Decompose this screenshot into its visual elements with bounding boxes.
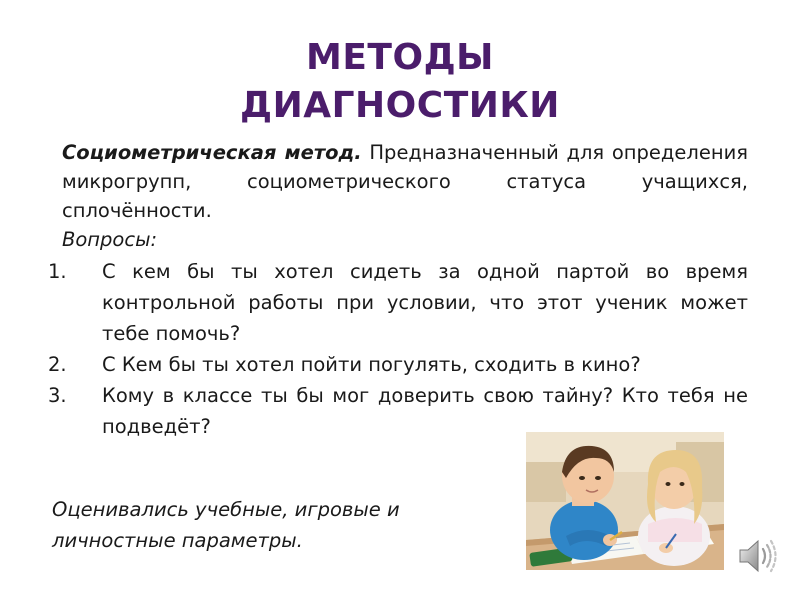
questions-label: Вопросы: — [62, 228, 158, 251]
questions-list — [48, 256, 748, 442]
intro-lead: Социометрическая метод. — [62, 141, 362, 164]
speaker-icon[interactable] — [734, 533, 780, 579]
intro-paragraph — [62, 138, 748, 225]
question-item — [48, 256, 748, 349]
question-number: 3. — [48, 384, 67, 407]
slide-title-line-2: ДИАГНОСТИКИ — [240, 85, 560, 126]
intro-text: Предназначенный для определения микрогрупп, социометрического статуса учащихся, сплочённости. — [62, 141, 748, 222]
question-text: Кому в классе ты бы мог доверить свою тайну? Кто тебя не подведёт? — [102, 384, 748, 438]
slide-title-line-1: МЕТОДЫ — [306, 37, 494, 78]
question-text: С Кем бы ты хотел пойти погулять, сходить в кино? — [102, 353, 641, 376]
children-studying-photo — [526, 432, 724, 570]
question-item — [48, 349, 748, 380]
footer-note: Оценивались учебные, игровые и личностные параметры. — [52, 498, 400, 552]
question-number: 1. — [48, 260, 67, 283]
question-number: 2. — [48, 353, 67, 376]
question-text: С кем бы ты хотел сидеть за одной партой во время контрольной работы при условии, что этот ученик может тебе помочь? — [102, 260, 748, 345]
